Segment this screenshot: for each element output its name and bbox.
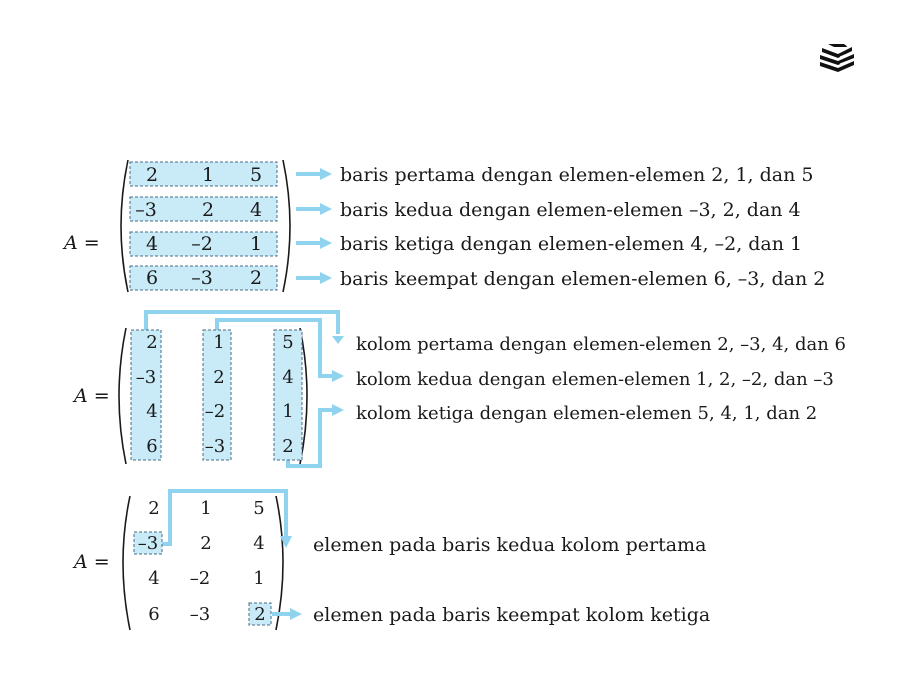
row-arrows	[296, 168, 332, 284]
matrix-lhs: A =	[64, 232, 100, 254]
cell-r4c3: 2	[249, 267, 263, 289]
row-label-3: baris ketiga dengan elemen-elemen 4, –2, dan 1	[340, 233, 803, 255]
cell-r1c3: 5	[253, 498, 265, 519]
cell-r2c2: 2	[213, 367, 225, 388]
cell-r1c2: 1	[213, 332, 225, 353]
row-label-4: baris keempat dengan elemen-elemen 6, –3, dan 2	[340, 268, 826, 290]
cell-r4c3: 2	[254, 604, 266, 625]
element-label-2: elemen pada baris keempat kolom ketiga	[313, 604, 711, 626]
cell-r3c1: 4	[146, 401, 158, 422]
cell-r1c3: 5	[249, 164, 263, 186]
section-columns	[72, 312, 846, 466]
cell-r1c2: 1	[200, 498, 212, 519]
cell-r4c1: 6	[145, 267, 159, 289]
cell-r2c3: 4	[253, 533, 265, 554]
cell-r2c2: 2	[201, 199, 215, 221]
cell-r2c3: 4	[282, 367, 294, 388]
cell-r3c2: –2	[189, 568, 211, 589]
cell-r3c2: –2	[191, 233, 213, 255]
cell-r3c3: 1	[282, 401, 294, 422]
cell-r3c1: 4	[148, 568, 160, 589]
cell-r3c3: 1	[249, 233, 263, 255]
left-bracket	[119, 328, 126, 464]
cell-r1c1: 2	[148, 498, 160, 519]
matrix-lhs: A =	[74, 551, 110, 573]
section-elements	[72, 491, 710, 630]
cell-r2c1: –3	[137, 533, 159, 554]
section-rows	[62, 160, 825, 292]
cell-r4c2: –3	[191, 267, 213, 289]
cell-r2c1: –3	[135, 199, 157, 221]
column-connectors	[146, 312, 344, 466]
cell-r1c1: 2	[145, 164, 159, 186]
column-label-2: kolom kedua dengan elemen-elemen 1, 2, –2, dan –3	[356, 369, 834, 390]
left-bracket	[121, 160, 128, 292]
row-label-2: baris kedua dengan elemen-elemen –3, 2, dan 4	[340, 199, 801, 221]
cell-r1c1: 2	[146, 332, 158, 353]
cell-r1c3: 5	[282, 332, 294, 353]
cell-r3c1: 4	[145, 233, 159, 255]
left-bracket	[123, 496, 130, 630]
element-label-1: elemen pada baris kedua kolom pertama	[313, 534, 707, 556]
row-label-1: baris pertama dengan elemen-elemen 2, 1, dan 5	[340, 164, 814, 186]
cell-r2c2: 2	[200, 533, 212, 554]
cell-r3c3: 1	[253, 568, 265, 589]
column-label-3: kolom ketiga dengan elemen-elemen 5, 4, 1, dan 2	[356, 403, 818, 424]
cell-r4c3: 2	[282, 436, 294, 457]
cell-r2c3: 4	[249, 199, 263, 221]
column-label-1: kolom pertama dengan elemen-elemen 2, –3, 4, dan 6	[356, 334, 846, 355]
cell-r4c1: 6	[146, 436, 158, 457]
cell-r4c2: –3	[189, 604, 211, 625]
right-bracket	[276, 496, 283, 630]
cell-r4c1: 6	[148, 604, 160, 625]
matrix-lhs: A =	[74, 385, 110, 407]
cell-r2c1: –3	[135, 367, 157, 388]
cell-r1c2: 1	[201, 164, 215, 186]
cell-r3c2: –2	[204, 401, 226, 422]
right-bracket	[283, 160, 290, 292]
cell-r4c2: –3	[204, 436, 226, 457]
